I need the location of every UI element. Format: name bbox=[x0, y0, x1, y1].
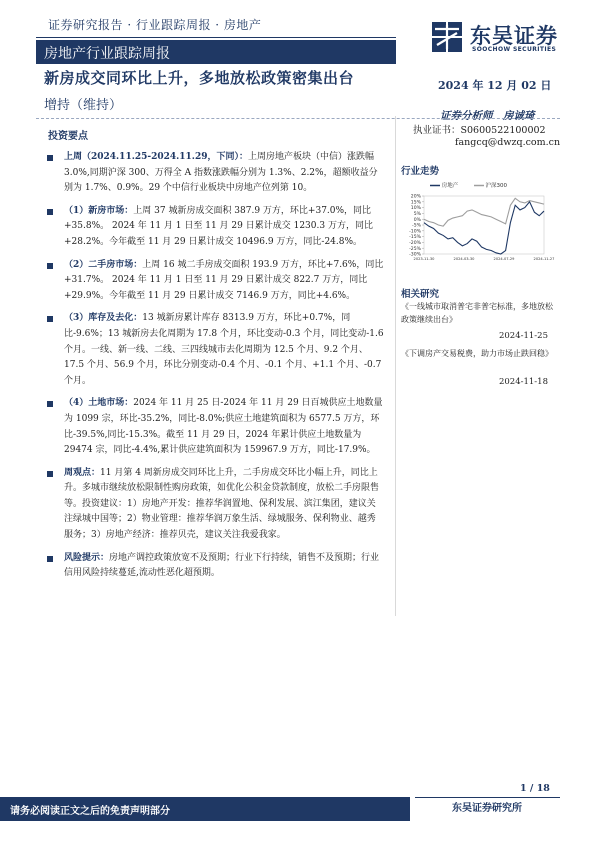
legend-label: 沪深300 bbox=[485, 183, 508, 189]
key-point bbox=[44, 311, 384, 389]
bullet-square-icon bbox=[47, 263, 53, 269]
y-tick-label: 10% bbox=[410, 206, 421, 212]
footer-disclaimer-bar bbox=[0, 797, 410, 821]
company-logo bbox=[430, 20, 560, 54]
page-number: 1 / 18 bbox=[520, 783, 550, 794]
column-divider bbox=[395, 116, 396, 616]
bullet-square-icon bbox=[47, 316, 53, 322]
x-tick-label: 2024-07-29 bbox=[493, 257, 515, 261]
key-point-label: （3）库存及去化： bbox=[64, 313, 143, 324]
related-report-date: 2024-11-18 bbox=[498, 377, 548, 387]
report-type-banner bbox=[36, 40, 396, 64]
key-point-text: 13 城新房累计库存 8313.9 万方，环比+0.7%，同比-9.6%；13 城新房去化周期为 17.8 个月，环比变动-0.3 个月，同比变动-1.6 个月。一线、新一线、二线、三四线城市去化周期为 12.5 个月、9.2 个月、17.5 个月、56.9 个月，环比分别变动-0.4 个月、-0.1 个月、+1.1 个月、-0.7 个月。 bbox=[64, 313, 384, 386]
bullet-square-icon bbox=[47, 155, 53, 161]
y-tick-label: -5% bbox=[412, 223, 421, 229]
y-tick-label: 0% bbox=[413, 217, 421, 223]
key-point-text: 上周 16 城二手房成交面积 193.9 万方，环比+7.6%，同比+31.7%。 2024 年 11 月 1 日至 11 月 29 日累计成交 822.7 万方，同比+29.9%。今年截至 11 月 29 日累计成交 7146.9 万方，同比+4.6%。 bbox=[64, 259, 384, 301]
y-tick-label: 20% bbox=[410, 194, 421, 200]
key-point bbox=[44, 466, 384, 544]
y-tick-label: -25% bbox=[409, 246, 421, 252]
analyst-email: fangcq@dwzq.com.cn bbox=[455, 137, 561, 148]
logo-text: 东吴证券 bbox=[470, 24, 558, 48]
chart-legend bbox=[430, 181, 507, 189]
key-points-title: 投资要点 bbox=[48, 131, 88, 142]
related-report-title[interactable]: 《下调房产交易税费，助力市场止跌回稳》 bbox=[401, 349, 553, 358]
series-line bbox=[424, 202, 544, 254]
key-point-label: （2）二手房市场： bbox=[64, 259, 143, 270]
key-point-label: 上周（2024.11.25-2024.11.29，下同）： bbox=[64, 152, 248, 162]
series-line bbox=[424, 198, 544, 226]
divider bbox=[36, 118, 560, 119]
x-tick-label: 2023-11-30 bbox=[413, 257, 435, 261]
trend-title: 行业走势 bbox=[401, 166, 440, 177]
logo-english: SOOCHOW SECURITIES bbox=[472, 46, 557, 53]
bullet-square-icon bbox=[47, 556, 53, 562]
legend-swatch-realestate bbox=[430, 183, 440, 188]
logo-mark-icon bbox=[430, 20, 466, 54]
y-tick-label: 15% bbox=[410, 200, 421, 206]
key-point-text: 上周 37 城新房成交面积 387.9 万方，环比+37.0%，同比+35.8%。 2024 年 11 月 1 日至 11 月 29 日累计成交 1230.3 万方，同比+28.2%。今年截至 11 月 29 日累计成交 10496.9 万方，同比-24.8%。 bbox=[64, 205, 373, 247]
bullet-square-icon bbox=[47, 401, 53, 407]
plot-area bbox=[424, 196, 544, 254]
y-tick-label: -30% bbox=[409, 252, 421, 258]
related-report-date: 2024-11-25 bbox=[498, 331, 548, 341]
footer-rule bbox=[415, 797, 560, 798]
header-rule bbox=[36, 37, 396, 38]
industry-trend-chart bbox=[398, 192, 555, 264]
key-point-text: 2024 年 11 月 25 日-2024 年 11 月 29 日百城供应土地数量为 1099 宗，环比-35.2%，同比-8.0%;供应土地建筑面积为 6577.5 万方，环比-39.5%,同比-15.3%。截至 11 月 29 日，2024 年累计供应土地数量为 29474 宗，同比-4.4%,累计供应建筑面积为 159967.9 万方，同比-17.9%。 bbox=[64, 398, 383, 456]
key-point-label: 周观点： bbox=[64, 467, 101, 478]
report-headline: 新房成交同环比上升，多地放松政策密集出台 bbox=[44, 69, 355, 87]
key-point-label: （1）新房市场： bbox=[64, 205, 134, 216]
bullet-square-icon bbox=[47, 471, 53, 477]
bullet-square-icon bbox=[47, 209, 53, 215]
related-research-title: 相关研究 bbox=[401, 289, 440, 300]
key-point-label: 风险提示： bbox=[64, 552, 110, 563]
legend-swatch-hs300 bbox=[474, 183, 484, 188]
banner-title: 房地产行业跟踪周报 bbox=[44, 46, 170, 62]
report-category: 证券研究报告 · 行业跟踪周报 · 房地产 bbox=[48, 18, 262, 32]
y-tick-label: 5% bbox=[413, 212, 421, 217]
key-point-text: 上周房地产板块（中信）涨跌幅 3.0%,同期沪深 300、万得全 A 指数涨跌幅分别为 1.3%、2.2%，超额收益分别为 1.7%、0.9%。29 个中信行业板块中房地产位列第 10。 bbox=[64, 152, 378, 194]
x-tick-label: 2024-03-30 bbox=[453, 257, 475, 261]
analyst-cert: 执业证书：S0600522100002 bbox=[413, 125, 546, 136]
footer-disclaimer: 请务必阅读正文之后的免责声明部分 bbox=[10, 806, 170, 817]
related-report-title[interactable]: 《一线城市取消普宅非普宅标准，多地放松政策继续出台》 bbox=[401, 302, 553, 324]
key-point-text: 房地产调控政策放宽不及预期；行业下行持续，销售不及预期；行业信用风险持续蔓延,流动性恶化超预期。 bbox=[64, 552, 380, 579]
x-tick-label: 2024-11-27 bbox=[533, 257, 555, 261]
analyst-name: 证券分析师 房诚琦 bbox=[440, 110, 535, 122]
y-tick-label: -15% bbox=[409, 235, 421, 241]
key-point bbox=[44, 150, 384, 197]
y-tick-label: -20% bbox=[409, 241, 421, 246]
legend-label: 房地产 bbox=[441, 183, 459, 189]
key-point bbox=[44, 551, 384, 582]
key-points-list bbox=[44, 150, 384, 589]
rating: 增持（维持） bbox=[44, 98, 123, 113]
key-point-label: （4）土地市场： bbox=[64, 398, 134, 409]
key-point-text: 11 月第 4 周新房成交同环比上升，二手房成交环比小幅上升，同比上升。多城市继续放松限制性购房政策，如优化公积金贷款制度，放松二手房限售等。投资建议：1）房地产开发：推荐华润置地、保利发展、滨江集团，建议关注绿城中国等；2）物业管理：推荐华润万象生活、绿城服务、保利物业、越秀服务；3）房地产经济：推荐贝壳，建议关注我爱我家。 bbox=[64, 467, 380, 541]
report-date: 2024 年 12 月 02 日 bbox=[438, 79, 552, 92]
key-point bbox=[44, 258, 384, 305]
footer-institute: 东吴证券研究所 bbox=[452, 803, 522, 814]
key-point bbox=[44, 204, 384, 251]
y-tick-label: -10% bbox=[409, 229, 421, 235]
key-point bbox=[44, 396, 384, 458]
